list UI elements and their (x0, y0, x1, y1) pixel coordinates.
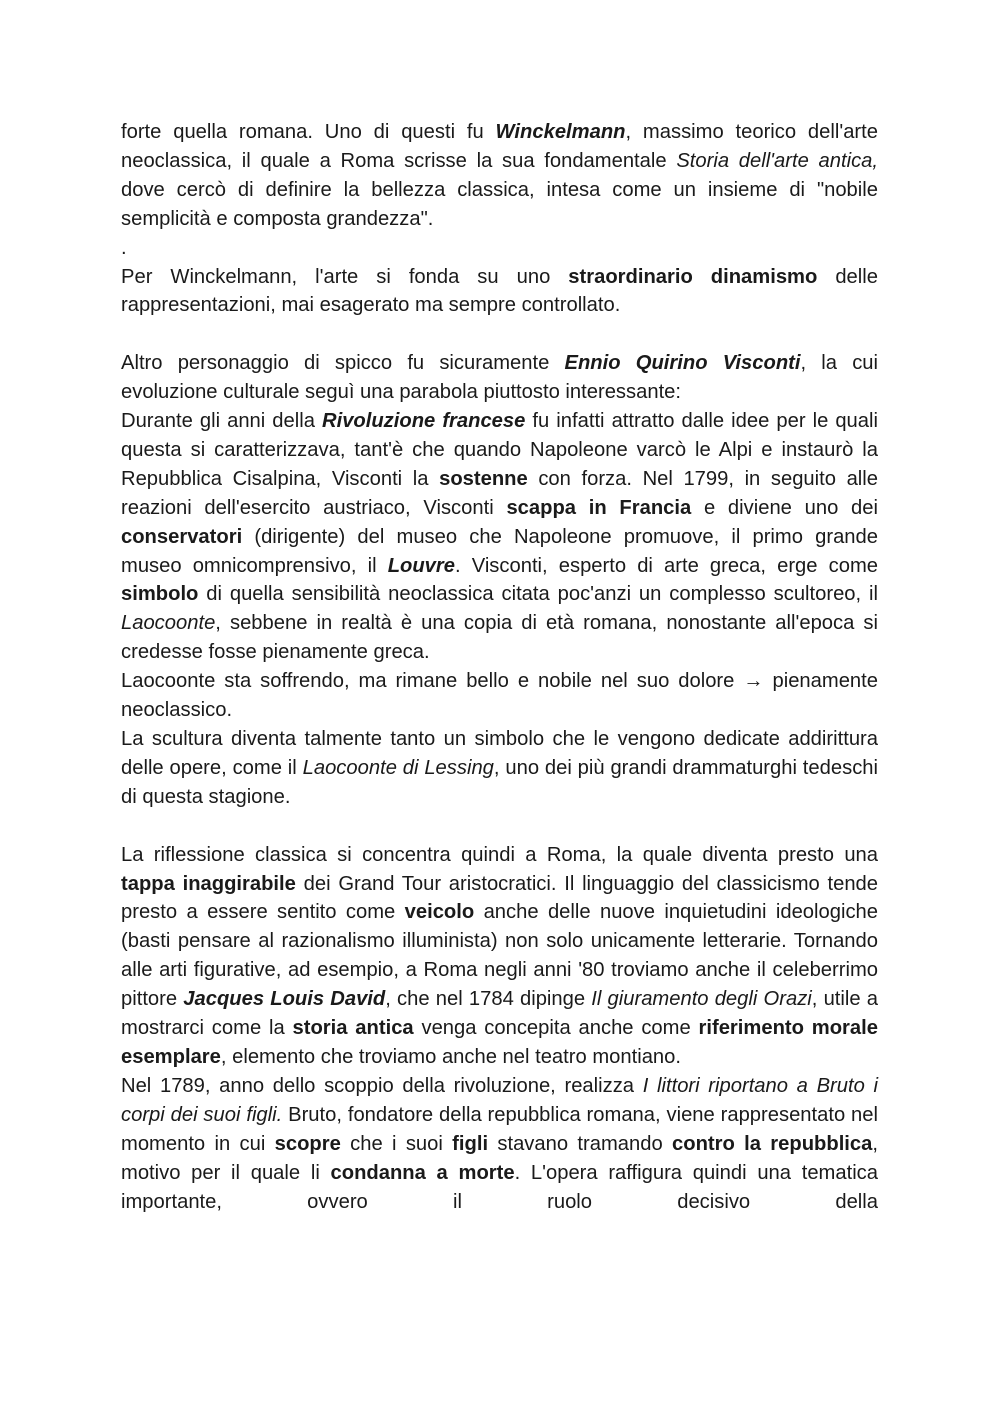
italic-text: I littori riportano a Bruto i corpi dei suoi figli. (121, 1074, 878, 1126)
bold-text: riferimento morale esemplare (121, 1017, 878, 1068)
bold-text: scopre (274, 1132, 341, 1155)
bold-text: condanna a morte (330, 1161, 515, 1184)
text-run: (dirigente) del museo che Napoleone promuove, il primo grande museo omnicomprensivo, il (121, 525, 878, 577)
bold-text: sostenne (439, 467, 528, 490)
document-body (121, 118, 878, 1216)
bold-text: simbolo (121, 583, 199, 606)
paragraph-p8 (121, 841, 878, 1072)
text-run: . Visconti, esperto di arte greca, erge come (455, 554, 878, 577)
bold-italic-text: Louvre (387, 554, 455, 577)
bold-text: storia antica (292, 1017, 414, 1040)
text-run: Laocoonte sta soffrendo, ma rimane bello e nobile nel suo dolore → pienamente neoclassico. (121, 670, 878, 722)
bold-italic-text: Jacques Louis David (183, 988, 386, 1011)
bold-text: tappa inaggirabile (121, 872, 296, 895)
text-run: La scultura diventa talmente tanto un simbolo che le vengono dedicate addirittura delle opere, come il (121, 728, 878, 779)
text-run: Durante gli anni della (121, 410, 322, 433)
text-run: . L'opera raffigura quindi una tematica importante, ovvero il ruolo decisivo della (121, 1161, 879, 1213)
text-run: venga concepita anche come (413, 1017, 699, 1040)
text-run: , che nel 1784 dipinge (385, 988, 592, 1011)
text-run: Bruto, fondatore della repubblica romana, viene rappresentato nel momento in cui (121, 1103, 878, 1155)
paragraph-p1 (121, 118, 878, 234)
italic-text: Il giuramento degli Orazi (591, 988, 812, 1011)
text-run: e diviene uno dei (691, 496, 878, 519)
text-run: , la cui evoluzione culturale seguì una parabola piuttosto interessante: (121, 352, 879, 404)
bold-text: conservatori (121, 525, 243, 548)
paragraph-spacer (121, 812, 878, 841)
text-run: Altro personaggio di spicco fu sicuramente (121, 352, 565, 375)
text-run: con forza. Nel 1799, in seguito alle reazioni dell'esercito austriaco, Visconti (121, 467, 879, 519)
text-run: di quella sensibilità neoclassica citata poc'anzi un complesso scultoreo, il (198, 583, 878, 606)
text-run: La riflessione classica si concentra quindi a Roma, la quale diventa presto una (121, 843, 878, 866)
text-run: , motivo per il quale li (121, 1132, 878, 1184)
paragraph-p3 (121, 263, 878, 321)
text-run: stavano tramando (488, 1132, 673, 1155)
text-run: . (121, 236, 127, 259)
paragraph-spacer (121, 320, 878, 349)
italic-text: Laocoonte (121, 612, 216, 635)
paragraph-p7 (121, 725, 878, 812)
paragraph-p9 (121, 1072, 878, 1217)
bold-text: figli (452, 1132, 489, 1155)
paragraph-p5 (121, 407, 878, 667)
text-run: dove cercò di definire la bellezza classica, intesa come un insieme di "nobile semplicità e composta grandezza". (121, 178, 878, 230)
text-run: , utile a mostrarci come la (121, 988, 879, 1040)
bold-text: straordinario dinamismo (568, 265, 818, 288)
bold-text: veicolo (404, 901, 475, 924)
text-run: anche delle nuove inquietudini ideologiche (basti pensare al razionalismo illuminista) non solo unicamente letterarie. Tornando alle arti figurative, ad esempio, a Roma negli anni '80 troviamo anche il celeberrimo pittore (121, 901, 878, 1011)
text-run: dei Grand Tour aristocratici. Il linguaggio del classicismo tende presto a essere sentito come (121, 872, 878, 924)
text-run: che i suoi (340, 1132, 453, 1155)
italic-text: Storia dell'arte antica, (676, 149, 879, 172)
text-run: Nel 1789, anno dello scoppio della rivoluzione, realizza (121, 1074, 643, 1097)
text-run: , uno dei più grandi drammaturghi tedeschi di questa stagione. (121, 756, 878, 808)
text-run: fu infatti attratto dalle idee per le quali questa si caratterizzava, tant'è che quando Napoleone varcò le Alpi e instaurò la Repubblica Cisalpina, Visconti la (121, 410, 878, 490)
text-run: , sebbene in realtà è una copia di età romana, nonostante all'epoca si credesse fosse pienamente greca. (121, 612, 878, 664)
text-run: forte quella romana. Uno di questi fu (121, 121, 496, 143)
paragraph-p2 (121, 234, 878, 263)
text-run: Per Winckelmann, l'arte si fonda su uno (121, 265, 569, 288)
bold-text: scappa in Francia (506, 496, 692, 519)
bold-italic-text: Ennio Quirino Visconti (564, 352, 801, 375)
text-run: delle rappresentazioni, mai esagerato ma sempre controllato. (121, 265, 878, 317)
text-run: , massimo teorico dell'arte neoclassica, il quale a Roma scrisse la sua fondamentale (121, 121, 878, 172)
bold-italic-text: Rivoluzione francese (322, 410, 526, 433)
bold-text: contro la repubblica (672, 1132, 873, 1155)
italic-text: Laocoonte di Lessing (302, 756, 494, 779)
bold-italic-text: Winckelmann (495, 121, 626, 143)
text-run: , elemento che troviamo anche nel teatro montiano. (220, 1045, 681, 1068)
paragraph-p4 (121, 349, 878, 407)
paragraph-p6 (121, 667, 878, 725)
